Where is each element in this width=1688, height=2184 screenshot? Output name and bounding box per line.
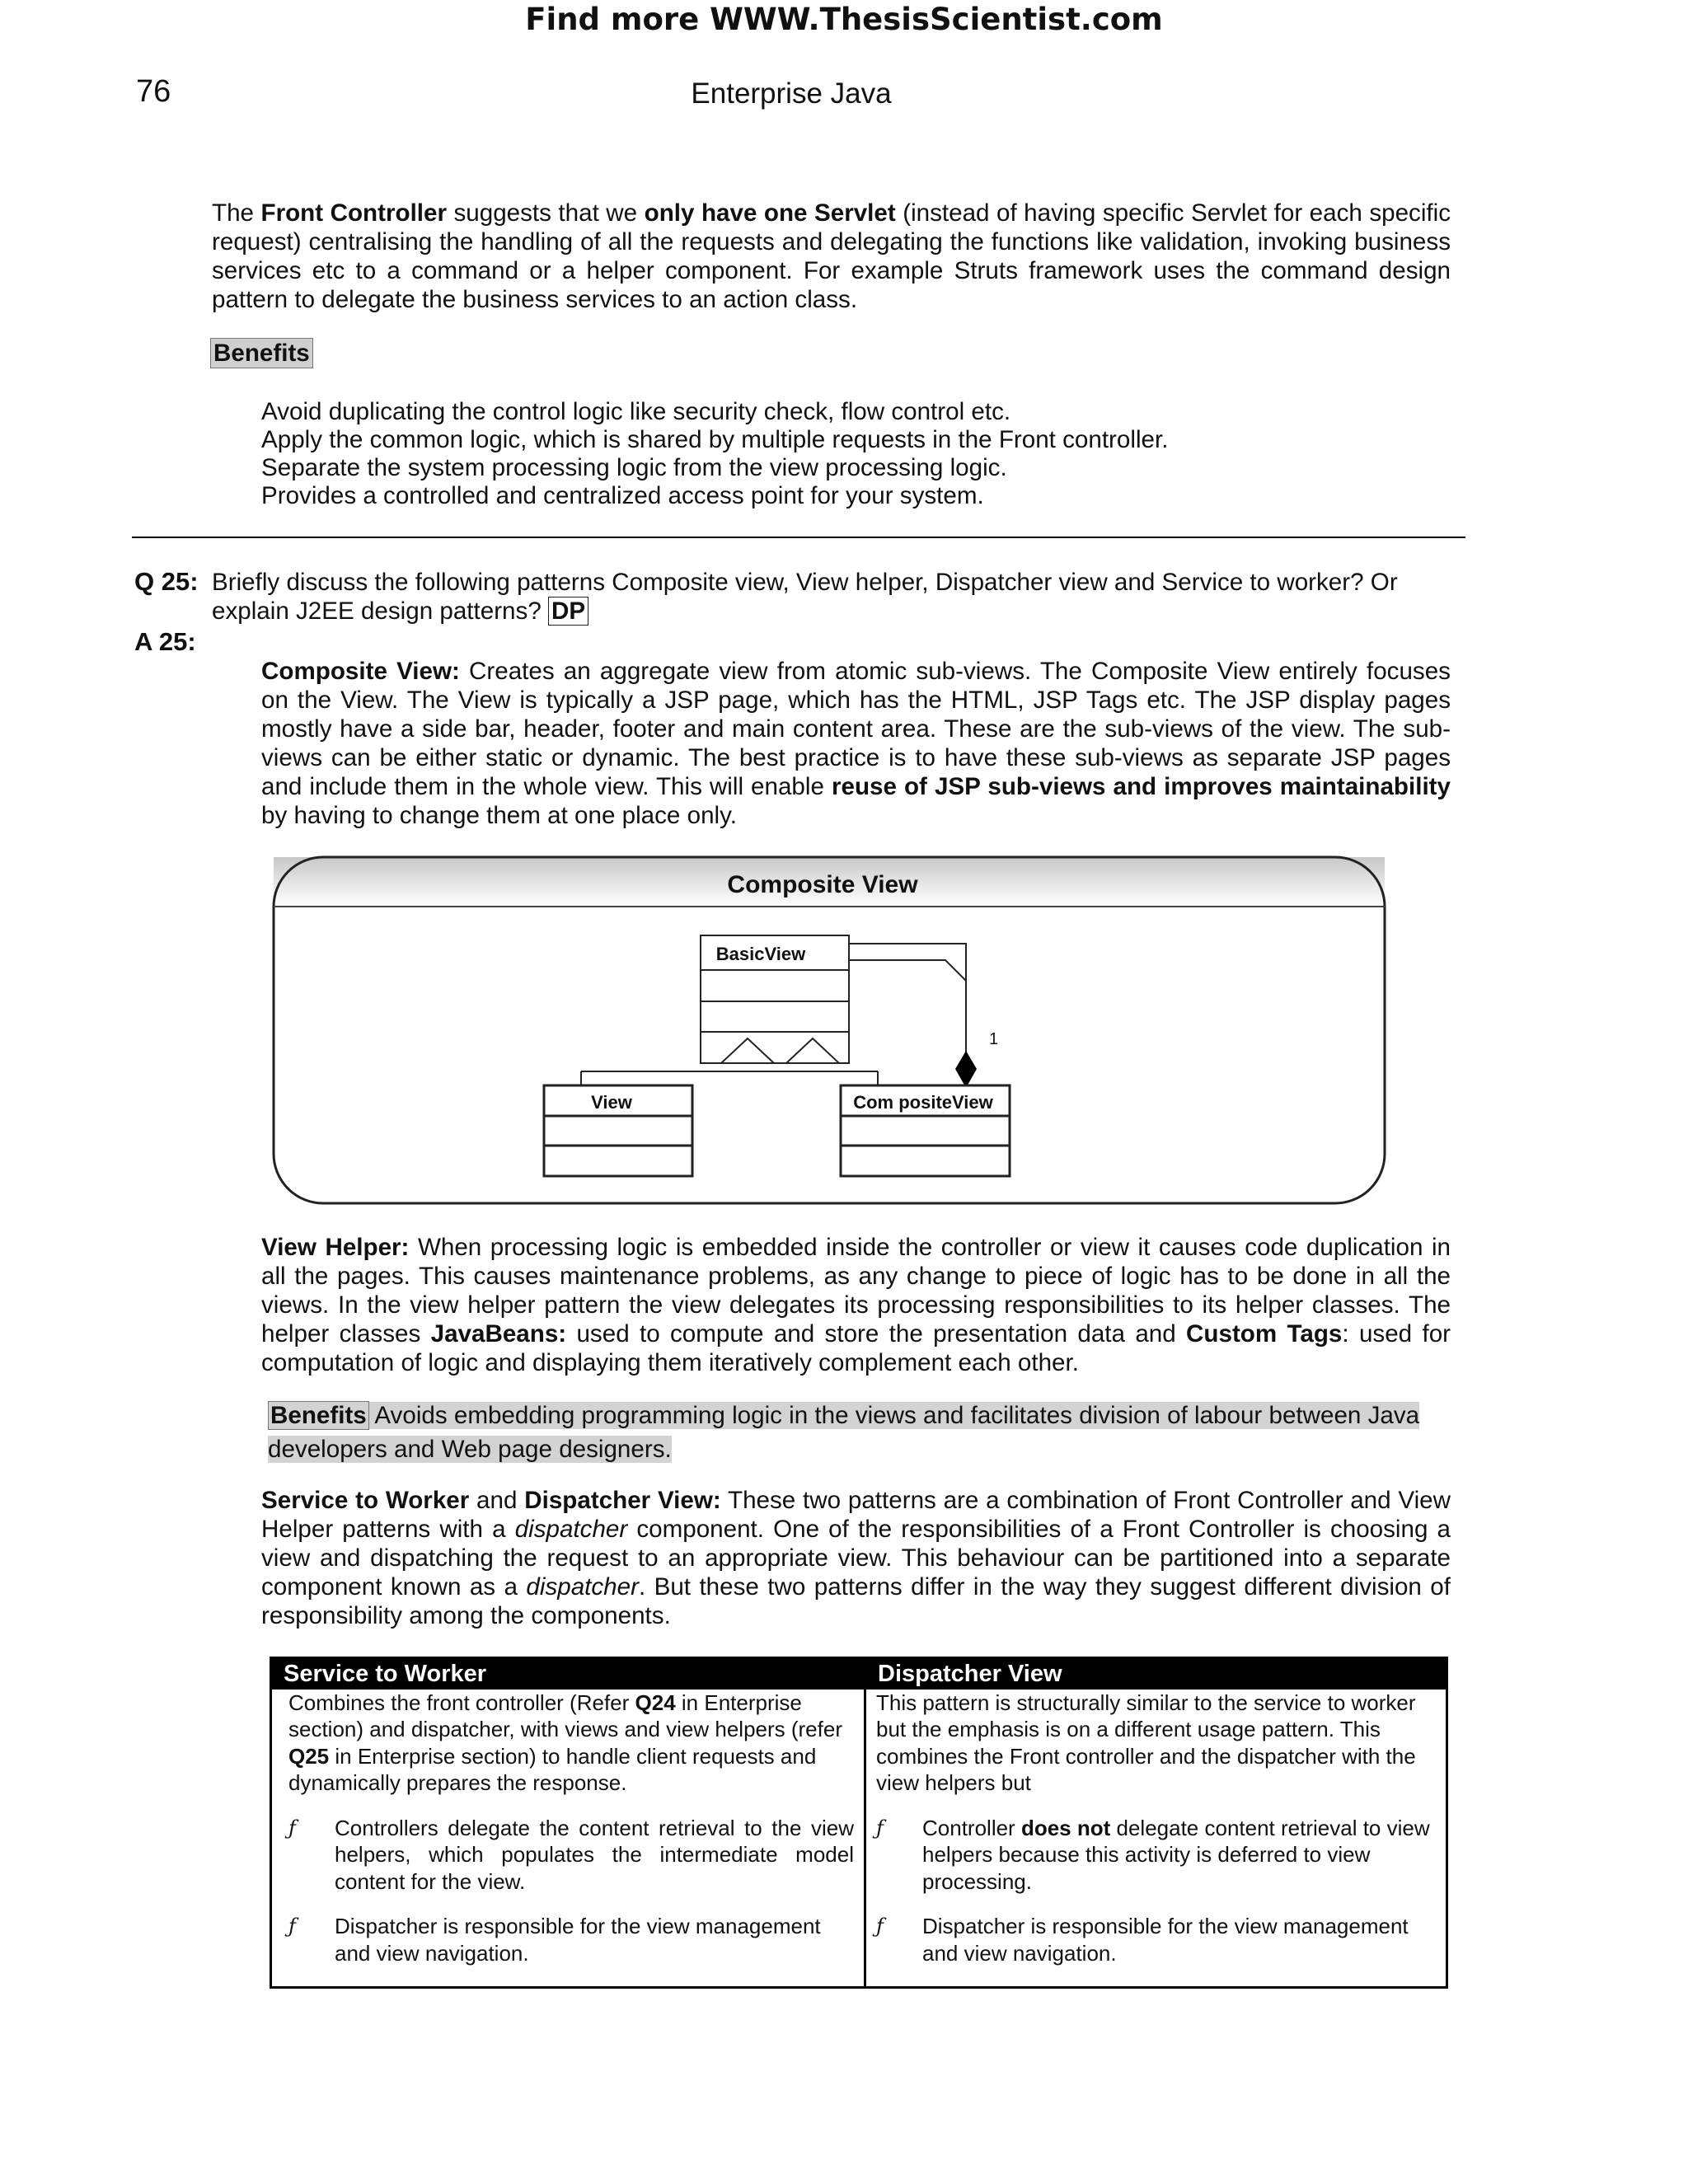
column-header-dispatcher-view: Dispatcher View	[865, 1658, 1447, 1690]
view-helper-paragraph: View Helper: When processing logic is embedded inside the controller or view it causes code duplication in all the pages. This causes maintenance problems, as any change to piece of logic has to be done in all the views. In the view helper pattern the view delegates its processing responsibilities to its helper classes. The helper classes JavaBeans: used to compute and store the presentation data and Custom Tags: used for computation of logic and displaying them iteratively complement each other.	[261, 1234, 1451, 1376]
benefit-item: Provides a controlled and centralized access point for your system.	[261, 482, 984, 509]
page-number: 76	[136, 74, 171, 109]
multiplicity-label: 1	[989, 1030, 999, 1048]
dp-tag: DP	[548, 597, 588, 626]
service-to-worker-cell	[271, 1690, 865, 1988]
bullet-icon: ƒ	[288, 1816, 296, 1840]
composite-view-diagram	[272, 853, 1395, 1207]
benefits-heading	[210, 340, 313, 368]
basicview-label: BasicView	[715, 944, 806, 964]
bullet-icon: ƒ	[876, 1915, 884, 1938]
bullet-icon: ƒ	[876, 1816, 884, 1840]
site-banner: Find more WWW.ThesisScientist.com	[525, 2, 1163, 37]
composition-diamond	[955, 1051, 977, 1088]
compositeview-class	[841, 1085, 1010, 1176]
answer-label: A 25:	[134, 627, 196, 656]
service-to-worker-description: Combines the front controller (Refer Q24 in Enterprise section) and dispatcher, with views and view helpers (refer Q25 in Enterprise section) to handle client requests and dynamically prepares the response.	[288, 1690, 842, 1795]
aggregation-connector	[849, 944, 966, 1067]
list-item: ƒ Dispatcher is responsible for the view management and view navigation.	[288, 1914, 821, 1966]
benefits-badge: Benefits	[210, 338, 313, 368]
service-worker-paragraph: Service to Worker and Dispatcher View: These two patterns are a combination of Front Controller and View Helper patterns with a dispatcher component. One of the responsibilities of a Front Controller is choosing a view and dispatching the request to an appropriate view. This behaviour can be partitioned into a separate component known as a dispatcher. But these two patterns differ in the way they suggest different division of responsibility among the components.	[261, 1487, 1451, 1629]
list-item: ƒ Controllers delegate the content retrieval to the view helpers, which populates the intermediate model content for the view.	[288, 1815, 854, 1894]
bullet-icon: ƒ	[288, 1915, 296, 1938]
dispatcher-view-description: This pattern is structurally similar to the service to worker but the emphasis is on a different usage pattern. This combines the Front controller and the dispatcher with the view helpers but	[876, 1690, 1416, 1795]
section-divider	[132, 537, 1465, 538]
question-label: Q 25:	[134, 567, 199, 596]
list-item: ƒ Dispatcher is responsible for the view management and view navigation.	[876, 1914, 1409, 1966]
composite-view-paragraph: Composite View: Creates an aggregate view from atomic sub-views. The Composite View entirely focuses on the View. The View is typically a JSP page, which has the HTML, JSP Tags etc. The JSP display pages mostly have a side bar, header, footer and main content area. These are the sub-views of the view. The sub-views can be either static or dynamic. The best practice is to have these sub-views as separate JSP pages and include them in the whole view. This will enable reuse of JSP sub-views and improves maintainability by having to change them at one place only.	[261, 658, 1451, 829]
pattern-comparison-table	[270, 1657, 1448, 1989]
column-header-service-to-worker: Service to Worker	[271, 1658, 865, 1690]
list-item: ƒ Controller does not delegate content retrieval to view helpers because this activity is deferred to view processing.	[876, 1815, 1430, 1894]
benefits-list	[261, 398, 1456, 510]
benefit-item: Avoid duplicating the control logic like security check, flow control etc.	[261, 398, 1011, 425]
diagram-title: Composite View	[727, 871, 918, 898]
benefit-item: Separate the system processing logic from the view processing logic.	[261, 454, 1007, 481]
front-controller-paragraph: The Front Controller suggests that we only have one Servlet (instead of having specific Servlet for each specific request) centralising the handling of all the requests and delegating the functions like validation, invoking business services etc to a command or a helper component. For example Struts framework uses the command design pattern to delegate the business services to an action class.	[212, 199, 1451, 313]
benefit-item: Apply the common logic, which is shared by multiple requests in the Front controller.	[261, 426, 1169, 453]
question-text: Briefly discuss the following patterns Composite view, View helper, Dispatcher view and Service to worker? Or explain J2EE design patterns? DP	[212, 569, 1398, 625]
compositeview-label: Com positeView	[853, 1092, 993, 1113]
dispatcher-view-cell	[865, 1690, 1447, 1988]
benefits-badge: Benefits	[268, 1401, 369, 1430]
basicview-class	[701, 935, 849, 1063]
running-title: Enterprise Java	[691, 77, 892, 110]
view-helper-benefits: Benefits Avoids embedding programming logic in the views and facilitates division of labour between Java developers and Web page designers.	[268, 1402, 1420, 1463]
view-class	[544, 1085, 692, 1176]
view-label: View	[591, 1092, 632, 1113]
